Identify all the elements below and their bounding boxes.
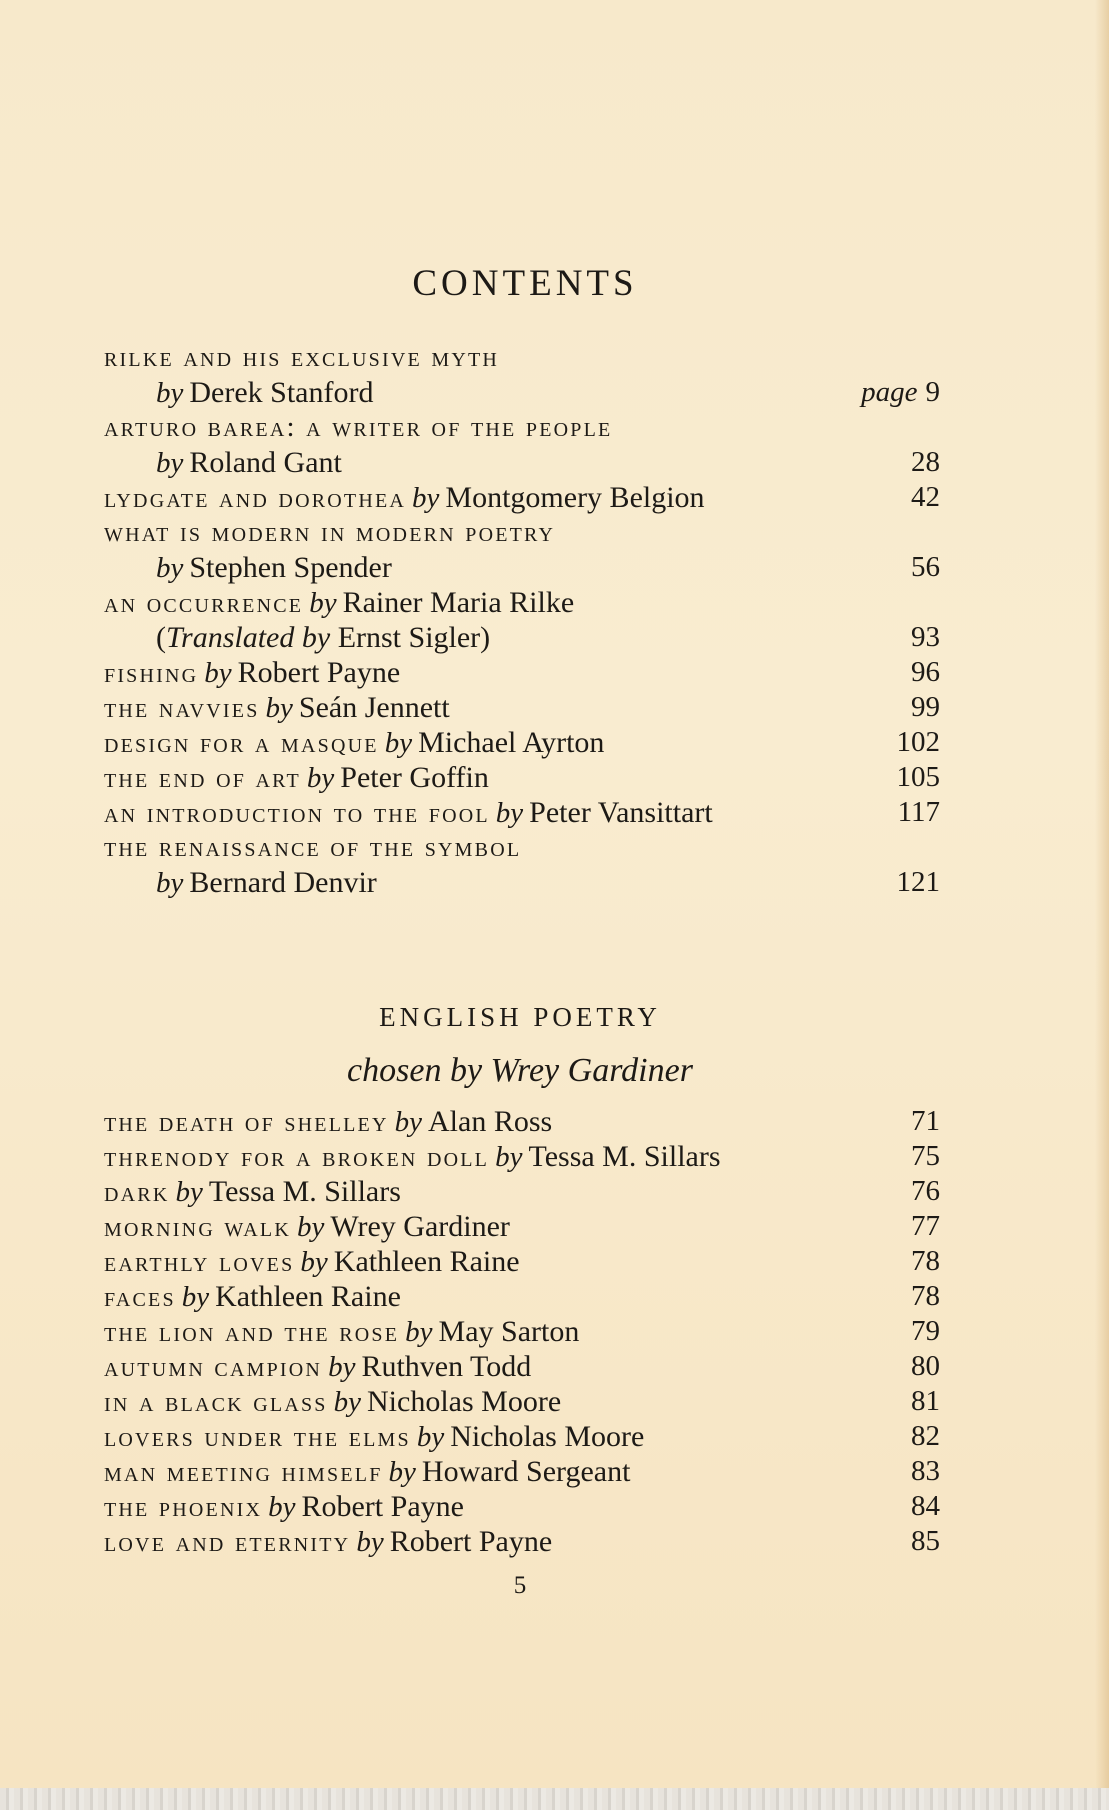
by-label: by	[495, 1141, 523, 1173]
poem-title: earthly loves	[104, 1246, 295, 1278]
entry-title: the renaissance of the symbol	[104, 831, 522, 863]
entry-line	[104, 585, 940, 620]
poem-title: the phoenix	[104, 1491, 263, 1523]
translated-by-label: Translated by	[166, 621, 331, 654]
poem-line	[104, 1349, 940, 1384]
scan-bottom-strip	[0, 1788, 1109, 1810]
page-number: 71	[911, 1105, 940, 1137]
translator-name: Ernst Sigler)	[330, 621, 491, 654]
note-open: (	[156, 621, 166, 654]
poem-title: the death of shelley	[104, 1106, 389, 1138]
page-number: 75	[911, 1140, 940, 1172]
entry-title: fishing	[104, 657, 199, 689]
by-label: by	[412, 482, 440, 514]
by-label: by	[156, 867, 184, 899]
entry-line	[104, 760, 940, 795]
page-number: 85	[911, 1525, 940, 1557]
by-label: by	[300, 1246, 328, 1278]
poem-line	[104, 1489, 940, 1524]
by-label: by	[306, 762, 335, 794]
entry-author-line	[90, 375, 940, 410]
page-number: 84	[911, 1490, 940, 1522]
by-label: by	[384, 727, 413, 759]
page-number: 80	[911, 1350, 940, 1382]
by-label: by	[181, 1281, 210, 1313]
by-label: by	[333, 1386, 362, 1418]
entry-title: an introduction to the fool	[104, 797, 490, 829]
entry-title: arturo barea: a writer of the people	[104, 411, 613, 443]
by-label: by	[156, 447, 184, 479]
poem-title: the lion and the rose	[104, 1316, 400, 1348]
poem-line	[104, 1314, 940, 1349]
page-number: 81	[911, 1385, 940, 1417]
entry-author: Peter Vansittart	[529, 796, 713, 829]
by-label: by	[495, 797, 524, 829]
page-label: page	[861, 376, 918, 408]
poem-line	[104, 1104, 940, 1139]
entry-title: lydgate and dorothea	[104, 482, 407, 514]
by-label: by	[175, 1176, 203, 1208]
entry-line	[104, 480, 940, 515]
poetry-list	[104, 1104, 940, 1559]
poem-author: Wrey Gardiner	[330, 1210, 510, 1243]
poem-line	[104, 1209, 940, 1244]
entry-page	[861, 375, 940, 410]
entry-author: Peter Goffin	[340, 761, 489, 794]
entry-title: what is modern in modern poetry	[104, 516, 556, 548]
entry-author-line	[90, 550, 940, 585]
page-number: 76	[911, 1175, 940, 1207]
page-number: 105	[896, 761, 940, 793]
page-number: 9	[925, 376, 940, 408]
poem-title: morning walk	[104, 1211, 291, 1243]
entry-author: Montgomery Belgion	[445, 481, 705, 514]
by-label: by	[309, 587, 337, 619]
by-label: by	[156, 377, 184, 409]
by-label: by	[356, 1526, 384, 1558]
entry-author: Rainer Maria Rilke	[342, 586, 575, 619]
poem-line	[104, 1279, 940, 1314]
entry-author: Bernard Denvir	[189, 866, 377, 899]
section-heading: ENGLISH POETRY	[379, 1002, 661, 1032]
page-number: 82	[911, 1420, 940, 1452]
poem-title: love and eternity	[104, 1526, 351, 1558]
by-label: by	[265, 692, 293, 724]
poem-author: Ruthven Todd	[361, 1350, 532, 1383]
poem-author: Tessa M. Sillars	[528, 1140, 721, 1173]
entry-title: rilke and his exclusive myth	[104, 341, 500, 373]
page-number: 78	[911, 1245, 940, 1277]
poem-title: faces	[104, 1281, 176, 1313]
poem-author: Alan Ross	[428, 1105, 553, 1138]
page-number: 93	[911, 621, 940, 653]
page-number: 83	[911, 1455, 940, 1487]
poem-author: Tessa M. Sillars	[208, 1175, 401, 1208]
poem-author: Kathleen Raine	[215, 1280, 401, 1313]
page-number: 28	[911, 446, 940, 478]
page-number: 78	[911, 1280, 940, 1312]
entry-title: design for a masque	[104, 727, 379, 759]
poem-author: Nicholas Moore	[367, 1385, 562, 1418]
poem-line	[104, 1139, 940, 1174]
entry-author: Stephen Spender	[189, 551, 392, 584]
entry-line	[104, 690, 940, 725]
entry-title-line	[104, 410, 940, 445]
poem-line	[104, 1524, 940, 1559]
page-folio: 5	[513, 1572, 527, 1599]
poem-title: in a black glass	[104, 1386, 328, 1418]
poem-author: Howard Sergeant	[421, 1455, 631, 1488]
poem-title: man meeting himself	[104, 1456, 383, 1488]
page-number: 102	[896, 726, 940, 758]
entry-title: the end of art	[104, 762, 301, 794]
poem-author: Robert Payne	[301, 1490, 464, 1523]
page-number: 79	[911, 1315, 940, 1347]
poem-title: lovers under the elms	[104, 1421, 411, 1453]
page-number: 96	[911, 656, 940, 688]
by-label: by	[296, 1211, 325, 1243]
poem-author: May Sarton	[438, 1315, 580, 1348]
by-label: by	[416, 1421, 445, 1453]
entry-line	[104, 795, 940, 830]
poem-author: Kathleen Raine	[333, 1245, 520, 1278]
poem-title: threnody for a broken doll	[104, 1141, 490, 1173]
entry-title-line	[104, 340, 940, 375]
page-number: 121	[896, 866, 940, 898]
poem-line	[104, 1454, 940, 1489]
poem-line	[104, 1174, 940, 1209]
section-subheading: chosen by Wrey Gardiner	[347, 1052, 693, 1089]
page-edge-shadow	[1095, 0, 1109, 1788]
entry-author: Derek Stanford	[189, 376, 374, 409]
entry-author: Roland Gant	[189, 446, 342, 479]
poem-line	[104, 1419, 940, 1454]
entry-line	[104, 655, 940, 690]
entry-author: Robert Payne	[237, 656, 401, 689]
by-label: by	[388, 1456, 416, 1488]
entry-title-line	[104, 515, 940, 550]
page-number: 42	[911, 481, 940, 513]
entry-title-line	[104, 830, 940, 865]
page-number: 117	[897, 796, 940, 828]
page-number: 77	[911, 1210, 940, 1242]
by-label: by	[394, 1106, 422, 1138]
entry-title: an occurrence	[104, 587, 304, 619]
by-label: by	[268, 1491, 296, 1523]
entry-author: Michael Ayrton	[418, 726, 605, 759]
page-title: CONTENTS	[412, 263, 638, 304]
poem-line	[104, 1384, 940, 1419]
by-label: by	[328, 1351, 356, 1383]
poem-title: dark	[104, 1176, 170, 1208]
page-number: 56	[911, 551, 940, 583]
by-label: by	[204, 657, 232, 689]
poem-author: Robert Payne	[389, 1525, 553, 1558]
entry-title: the navvies	[104, 692, 260, 724]
poem-author: Nicholas Moore	[450, 1420, 645, 1453]
contents-list	[104, 340, 940, 900]
entry-author-line	[90, 445, 940, 480]
entry-author-line	[90, 865, 940, 900]
by-label: by	[156, 552, 184, 584]
entry-line	[104, 725, 940, 760]
translator-line	[90, 620, 940, 655]
by-label: by	[405, 1316, 433, 1348]
entry-author: Seán Jennett	[298, 691, 450, 724]
poem-title: autumn campion	[104, 1351, 323, 1383]
page-number: 99	[911, 691, 940, 723]
poem-line	[104, 1244, 940, 1279]
